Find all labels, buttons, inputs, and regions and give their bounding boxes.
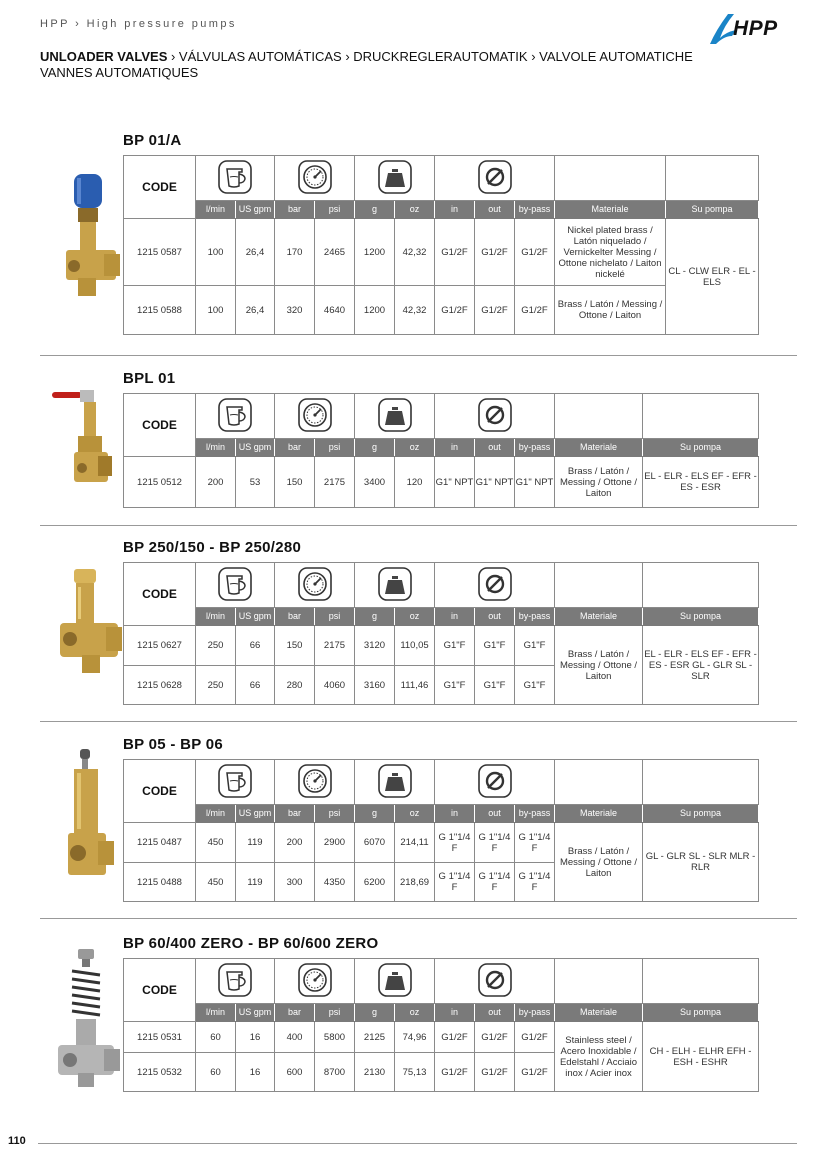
spec-value: 150 <box>275 626 315 666</box>
unit-header: bar <box>275 805 315 823</box>
unit-header: in <box>435 1004 475 1022</box>
spec-value: 53 <box>236 457 275 508</box>
spec-table <box>123 562 759 705</box>
weight-icon-cell <box>355 563 435 608</box>
unit-header: oz <box>395 805 435 823</box>
unit-header: Su pompa <box>643 439 759 457</box>
unit-header: in <box>435 201 475 219</box>
unit-header: Materiale <box>555 201 666 219</box>
spec-value: G1/2F <box>475 286 515 335</box>
unit-header: psi <box>315 201 355 219</box>
spec-value: 16 <box>236 1022 275 1053</box>
spec-value: G1/2F <box>475 219 515 286</box>
spec-table <box>123 155 759 335</box>
unit-header: g <box>355 1004 395 1022</box>
spec-value: 214,11 <box>395 823 435 863</box>
material-value: Brass / Latón / Messing / Ottone / Laiton <box>555 626 643 705</box>
unit-header: in <box>435 805 475 823</box>
empty-header-cell <box>555 760 643 805</box>
spec-value: 100 <box>196 219 236 286</box>
spec-value: G1/2F <box>475 1053 515 1092</box>
product-code: 1215 0587 <box>124 219 196 286</box>
spec-value: 75,13 <box>395 1053 435 1092</box>
table-row <box>124 823 759 863</box>
spec-value: 2130 <box>355 1053 395 1092</box>
spec-value: G1/2F <box>435 1053 475 1092</box>
diameter-icon-cell <box>435 563 555 608</box>
product-code: 1215 0488 <box>124 863 196 902</box>
spec-value: 60 <box>196 1022 236 1053</box>
spec-table <box>123 393 759 508</box>
spec-value: G 1"1/4 F <box>475 823 515 863</box>
hpp-logo <box>706 8 804 48</box>
pump-compat-value: GL - GLR SL - SLR MLR - RLR <box>643 823 759 902</box>
spec-value: 42,32 <box>395 286 435 335</box>
material-value: Brass / Latón / Messing / Ottone / Laiton <box>555 286 666 335</box>
pressure-gauge-icon <box>297 791 333 802</box>
flow-icon-cell <box>196 760 275 805</box>
spec-value: 120 <box>395 457 435 508</box>
product-image <box>48 745 124 890</box>
unit-header: by-pass <box>515 201 555 219</box>
unit-header: out <box>475 439 515 457</box>
unit-header: out <box>475 805 515 823</box>
unit-header: Materiale <box>555 608 643 626</box>
hpp-logo-text: HPP <box>733 17 778 40</box>
spec-value: 4350 <box>315 863 355 902</box>
pump-compat-value: CL - CLW ELR - EL - ELS <box>666 219 759 335</box>
spec-table <box>123 958 759 1092</box>
spec-value: 218,69 <box>395 863 435 902</box>
spec-value: G 1"1/4 F <box>515 863 555 902</box>
material-value: Nickel plated brass / Latón niquelado / Vernickelter Messing / Ottone nichelato / Laiton nickelé <box>555 219 666 286</box>
product-code: 1215 0531 <box>124 1022 196 1053</box>
footer-line <box>38 1143 797 1144</box>
diameter-icon <box>477 594 513 605</box>
table-row <box>124 219 759 286</box>
unit-header: bar <box>275 201 315 219</box>
product-code: 1215 0512 <box>124 457 196 508</box>
spec-value: 150 <box>275 457 315 508</box>
product-code: 1215 0628 <box>124 666 196 705</box>
product-image <box>48 565 124 690</box>
pump-compat-value: EL - ELR - ELS EF - EFR - ES - ESR GL - GLR SL - SLR <box>643 626 759 705</box>
unit-header: out <box>475 201 515 219</box>
section-title: BP 250/150 - BP 250/280 <box>123 539 302 556</box>
empty-header-cell <box>555 563 643 608</box>
unit-header: Su pompa <box>643 1004 759 1022</box>
empty-header-cell <box>555 394 643 439</box>
weight-icon <box>377 594 413 605</box>
spec-value: 119 <box>236 863 275 902</box>
page-title-bold: UNLOADER VALVES <box>40 49 168 64</box>
spec-value: G1"F <box>515 666 555 705</box>
unit-header: l/min <box>196 439 236 457</box>
unit-header: psi <box>315 805 355 823</box>
page-number: 110 <box>8 1135 26 1147</box>
code-header: CODE <box>124 760 196 823</box>
spec-value: G1/2F <box>475 1022 515 1053</box>
unit-header: l/min <box>196 201 236 219</box>
spec-value: 200 <box>275 823 315 863</box>
spec-value: 60 <box>196 1053 236 1092</box>
unit-header: Materiale <box>555 439 643 457</box>
product-code: 1215 0532 <box>124 1053 196 1092</box>
unit-header: g <box>355 439 395 457</box>
weight-icon <box>377 425 413 436</box>
spec-table <box>123 759 759 902</box>
code-header: CODE <box>124 959 196 1022</box>
unit-header: Materiale <box>555 1004 643 1022</box>
flow-icon-cell <box>196 156 275 201</box>
page-title-rest: › VÁLVULAS AUTOMÁTICAS › DRUCKREGLERAUTOMATIK › VALVOLE AUTOMATICHE <box>167 49 693 64</box>
spec-value: 111,46 <box>395 666 435 705</box>
unit-header: l/min <box>196 805 236 823</box>
spec-value: 3400 <box>355 457 395 508</box>
flow-icon-cell <box>196 959 275 1004</box>
section-title: BP 05 - BP 06 <box>123 736 224 753</box>
product-code: 1215 0588 <box>124 286 196 335</box>
weight-icon <box>377 791 413 802</box>
spec-value: G1"F <box>515 626 555 666</box>
diameter-icon <box>477 187 513 198</box>
spec-value: 66 <box>236 626 275 666</box>
spec-value: 450 <box>196 863 236 902</box>
product-image <box>48 380 124 505</box>
spec-value: 450 <box>196 823 236 863</box>
empty-header-cell <box>666 156 759 201</box>
table-row <box>124 457 759 508</box>
unit-header: psi <box>315 439 355 457</box>
spec-value: 300 <box>275 863 315 902</box>
spec-value: G1" NPT <box>475 457 515 508</box>
diameter-icon <box>477 425 513 436</box>
unit-header: by-pass <box>515 805 555 823</box>
spec-value: G 1"1/4 F <box>435 823 475 863</box>
flow-icon-cell <box>196 394 275 439</box>
code-header: CODE <box>124 156 196 219</box>
unit-header: psi <box>315 608 355 626</box>
unit-header: US gpm <box>236 439 275 457</box>
unit-header: by-pass <box>515 1004 555 1022</box>
spec-value: 4060 <box>315 666 355 705</box>
table-row <box>124 626 759 666</box>
spec-value: 2175 <box>315 626 355 666</box>
empty-header-cell <box>643 760 759 805</box>
product-code: 1215 0627 <box>124 626 196 666</box>
spec-value: 250 <box>196 666 236 705</box>
unit-header: oz <box>395 201 435 219</box>
unit-header: in <box>435 439 475 457</box>
pressure-gauge-icon-cell <box>275 563 355 608</box>
spec-value: G 1"1/4 F <box>475 863 515 902</box>
diameter-icon-cell <box>435 760 555 805</box>
spec-value: 8700 <box>315 1053 355 1092</box>
section-title: BPL 01 <box>123 370 176 387</box>
empty-header-cell <box>555 156 666 201</box>
unit-header: US gpm <box>236 1004 275 1022</box>
spec-value: 42,32 <box>395 219 435 286</box>
unit-header: l/min <box>196 608 236 626</box>
spec-value: 100 <box>196 286 236 335</box>
pressure-gauge-icon <box>297 425 333 436</box>
unit-header: l/min <box>196 1004 236 1022</box>
spec-value: 6070 <box>355 823 395 863</box>
pressure-gauge-icon <box>297 990 333 1001</box>
spec-value: 26,4 <box>236 286 275 335</box>
page-title <box>40 49 800 81</box>
section-title: BP 01/A <box>123 132 182 149</box>
spec-value: G1/2F <box>435 219 475 286</box>
unit-header: Su pompa <box>643 608 759 626</box>
unit-header: g <box>355 805 395 823</box>
unit-header: US gpm <box>236 201 275 219</box>
unit-header: Su pompa <box>666 201 759 219</box>
unit-header: out <box>475 608 515 626</box>
spec-value: 170 <box>275 219 315 286</box>
unit-header: by-pass <box>515 439 555 457</box>
diameter-icon <box>477 990 513 1001</box>
pump-compat-value: CH - ELH - ELHR EFH - ESH - ESHR <box>643 1022 759 1092</box>
weight-icon <box>377 187 413 198</box>
spec-value: 280 <box>275 666 315 705</box>
unit-header: g <box>355 201 395 219</box>
table-row <box>124 1022 759 1053</box>
unit-header: Materiale <box>555 805 643 823</box>
spec-value: 6200 <box>355 863 395 902</box>
spec-value: 26,4 <box>236 219 275 286</box>
spec-value: 16 <box>236 1053 275 1092</box>
diameter-icon-cell <box>435 959 555 1004</box>
pump-compat-value: EL - ELR - ELS EF - EFR - ES - ESR <box>643 457 759 508</box>
unit-header: g <box>355 608 395 626</box>
weight-icon-cell <box>355 156 435 201</box>
spec-value: 200 <box>196 457 236 508</box>
spec-value: G1/2F <box>435 286 475 335</box>
pressure-gauge-icon-cell <box>275 760 355 805</box>
spec-value: G1"F <box>475 666 515 705</box>
unit-header: US gpm <box>236 608 275 626</box>
flow-icon <box>217 425 253 436</box>
diameter-icon <box>477 791 513 802</box>
unit-header: bar <box>275 439 315 457</box>
spec-value: 4640 <box>315 286 355 335</box>
empty-header-cell <box>555 959 643 1004</box>
spec-value: G1" NPT <box>435 457 475 508</box>
spec-value: 2125 <box>355 1022 395 1053</box>
code-header: CODE <box>124 394 196 457</box>
spec-value: 400 <box>275 1022 315 1053</box>
spec-value: 3160 <box>355 666 395 705</box>
flow-icon-cell <box>196 563 275 608</box>
product-image <box>48 170 124 315</box>
page-title-line2: VANNES AUTOMATIQUES <box>40 65 199 80</box>
material-value: Brass / Latón / Messing / Ottone / Laiton <box>555 823 643 902</box>
section-divider <box>40 721 797 722</box>
unit-header: bar <box>275 1004 315 1022</box>
spec-value: G1"F <box>435 666 475 705</box>
spec-value: G1"F <box>475 626 515 666</box>
flow-icon <box>217 187 253 198</box>
spec-value: 5800 <box>315 1022 355 1053</box>
spec-value: G1/2F <box>515 219 555 286</box>
section-divider <box>40 918 797 919</box>
spec-value: G1/2F <box>515 1053 555 1092</box>
unit-header: out <box>475 1004 515 1022</box>
empty-header-cell <box>643 394 759 439</box>
weight-icon-cell <box>355 959 435 1004</box>
unit-header: in <box>435 608 475 626</box>
spec-value: 110,05 <box>395 626 435 666</box>
unit-header: oz <box>395 608 435 626</box>
spec-value: G1/2F <box>515 286 555 335</box>
spec-value: 600 <box>275 1053 315 1092</box>
weight-icon <box>377 990 413 1001</box>
spec-value: 2465 <box>315 219 355 286</box>
unit-header: oz <box>395 1004 435 1022</box>
spec-value: G1/2F <box>435 1022 475 1053</box>
spec-value: 74,96 <box>395 1022 435 1053</box>
table-row <box>124 286 759 335</box>
weight-icon-cell <box>355 760 435 805</box>
unit-header: oz <box>395 439 435 457</box>
spec-value: 119 <box>236 823 275 863</box>
flow-icon <box>217 990 253 1001</box>
unit-header: bar <box>275 608 315 626</box>
diameter-icon-cell <box>435 394 555 439</box>
spec-value: G 1"1/4 F <box>515 823 555 863</box>
pressure-gauge-icon-cell <box>275 156 355 201</box>
spec-value: 66 <box>236 666 275 705</box>
empty-header-cell <box>643 563 759 608</box>
spec-value: G1/2F <box>515 1022 555 1053</box>
breadcrumb: HPP › High pressure pumps <box>40 18 237 30</box>
spec-value: 320 <box>275 286 315 335</box>
flow-icon <box>217 594 253 605</box>
unit-header: by-pass <box>515 608 555 626</box>
product-image <box>48 945 124 1100</box>
code-header: CODE <box>124 563 196 626</box>
unit-header: US gpm <box>236 805 275 823</box>
material-value: Brass / Latón / Messing / Ottone / Laiton <box>555 457 643 508</box>
unit-header: Su pompa <box>643 805 759 823</box>
spec-value: 1200 <box>355 219 395 286</box>
pressure-gauge-icon <box>297 187 333 198</box>
unit-header: psi <box>315 1004 355 1022</box>
section-divider <box>40 525 797 526</box>
spec-value: G 1"1/4 F <box>435 863 475 902</box>
pressure-gauge-icon-cell <box>275 959 355 1004</box>
product-code: 1215 0487 <box>124 823 196 863</box>
spec-value: G1" NPT <box>515 457 555 508</box>
weight-icon-cell <box>355 394 435 439</box>
section-divider <box>40 355 797 356</box>
empty-header-cell <box>643 959 759 1004</box>
section-title: BP 60/400 ZERO - BP 60/600 ZERO <box>123 935 379 952</box>
spec-value: 1200 <box>355 286 395 335</box>
diameter-icon-cell <box>435 156 555 201</box>
spec-value: 2175 <box>315 457 355 508</box>
spec-value: 3120 <box>355 626 395 666</box>
flow-icon <box>217 791 253 802</box>
spec-value: G1"F <box>435 626 475 666</box>
material-value: Stainless steel / Acero Inoxidable / Edelstahl / Acciaio inox / Acier inox <box>555 1022 643 1092</box>
pressure-gauge-icon-cell <box>275 394 355 439</box>
pressure-gauge-icon <box>297 594 333 605</box>
spec-value: 250 <box>196 626 236 666</box>
spec-value: 2900 <box>315 823 355 863</box>
